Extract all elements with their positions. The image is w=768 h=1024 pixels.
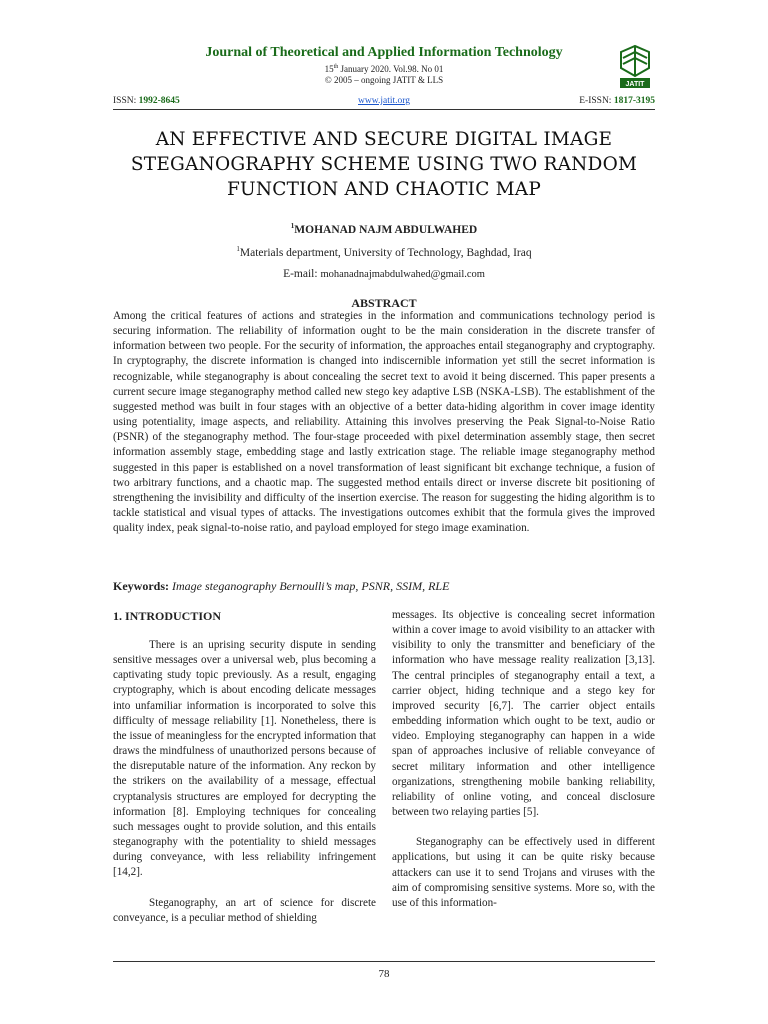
title-line: FUNCTION AND CHAOTIC MAP [227, 179, 541, 200]
affiliation [0, 245, 768, 259]
keywords-label: Keywords: [113, 579, 172, 593]
email [0, 268, 768, 280]
page-number: 78 [378, 968, 390, 980]
eissn-label: E-ISSN: [579, 96, 614, 106]
journal-url-link[interactable]: www.jatit.org [358, 96, 410, 106]
left-column [113, 638, 376, 926]
date-suffix: th [333, 64, 339, 70]
affiliation-sup: 1 [236, 245, 240, 253]
author-sup: 1 [290, 222, 295, 230]
issn-value: 1992-8645 [138, 96, 180, 106]
abstract-text: Among the critical features of actions and strategies in the information and communications technology period is securing information. The reliability of information ought to be the main consideration in the discrete transfer of information between two people. For the security of information, the approaches entail steganography and cryptography. In cryptography, the discrete information is changed into indiscernible information yet still the secret information is recognizable, while steganography is about concealing the secret text to avoid it being discerned. This paper presents a current secure image steganography method called new stego key adaptive LSB (NSKA-LSB). The establishment of the suggested method was built in four stages with an objective of a better data-hiding algorithm in cover image identity using potentiality, image aspects, and reliability. Attaining this involves preserving the Peak Signal-to-Noise Ratio (PSNR) of the steganography method. The four-stage proceeded with pixel determination assembly stage, then secret information assembly stage, embedding stage and lastly extrication stage. The reliable image steganography method suggested in this paper is established on a novel transformation of least significant bit exchange technique, a fusion of two arbitrary functions, and a chaotic map. The suggested method entails direct or inverse discrete bit positioning of strengthening the invisibility and difficulty of the insertion exercise. The reason for suggesting the hiding algorithm is to tackle statistical and visual types of attacks. The investigations outcomes exhibit that the formula gives the improved quality index, peak signal-to-noise ratio, and payload employed for stego image examination. [113, 310, 655, 535]
journal-name: Journal of Theoretical and Applied Information Technology [205, 45, 563, 60]
copyright: © 2005 – ongoing JATIT & LLS [324, 75, 444, 85]
section-heading: 1. INTRODUCTION [113, 609, 222, 623]
title-line: AN EFFECTIVE AND SECURE DIGITAL IMAGE [155, 129, 613, 150]
author [0, 222, 768, 236]
logo-text: JATIT [625, 81, 645, 88]
paragraph: There is an uprising security dispute in sending sensitive messages over a universal web, plus becoming a captivating study topic previously. As a result, engaging cryptography, which is about encoding delicate messages into unfamiliar information is incorporated to solve this difficulty of message reliability [1]. Nonetheless, there is the issue of meaningless for the encrypted information that draws the mindfulness of unauthorized persons because of the disreputable nature of the information. Any reckon by the strikers on the availability of a message, effectual cryptanalysis structures are employed for decrypting the information [8]. Employing techniques for concealing such messages ought to provide solution, and this entails steganography with the potentiality to shield messages during conveyance, with less reliability infringement [14,2]. [113, 639, 376, 879]
paragraph: Steganography, an art of science for discrete conveyance, is a peculiar method of shielding [113, 896, 376, 924]
issn-label: ISSN: [113, 96, 139, 106]
email-label: E-mail: [283, 268, 321, 280]
right-column [392, 608, 655, 911]
email-address[interactable]: mohanadnajmabdulwahed@gmail.com [320, 269, 485, 280]
keywords [113, 579, 655, 594]
footer-divider [113, 961, 655, 962]
title-line: STEGANOGRAPHY SCHEME USING TWO RANDOM [130, 154, 638, 175]
eissn [579, 96, 655, 106]
keywords-text: Image steganography Bernoulli’s map, PSNR, SSIM, RLE [172, 579, 450, 593]
paper-title [113, 127, 655, 202]
paragraph: messages. Its objective is concealing secret information within a cover image to avoid visibility to an attacker with visibility to only the transmitter and beneficiary of the information who have message reality realization [3,13]. The central principles of steganography entail a text, a carrier object, hiding technique and a stego key for improved security [6,7]. The carrier object entails embedding information which ought to be text, audio or video. Employing steganography can happen in a wide span of approaches inclusive of reliable conveyance of secret military information and other intelligence organizations, strengthening mobile banking reliability, reliability of online voting, and conceal disclosure between two relaying parties [5]. [392, 609, 655, 819]
author-name: MOHANAD NAJM ABDULWAHED [294, 223, 478, 236]
eissn-value: 1817-3195 [613, 96, 655, 106]
date-rest: January 2020. Vol.98. No 01 [338, 64, 444, 74]
abstract-heading: ABSTRACT [351, 296, 417, 310]
jatit-logo [617, 44, 653, 90]
header-divider [113, 109, 655, 110]
paragraph: Steganography can be effectively used in different applications, but using it can be quite risky because attackers can use it to send Trojans and viruses with the aim of compromising sensitive systems. More so, with the use of this information- [392, 836, 655, 909]
date-day: 15 [324, 64, 334, 74]
affiliation-text: Materials department, University of Technology, Baghdad, Iraq [239, 246, 532, 259]
